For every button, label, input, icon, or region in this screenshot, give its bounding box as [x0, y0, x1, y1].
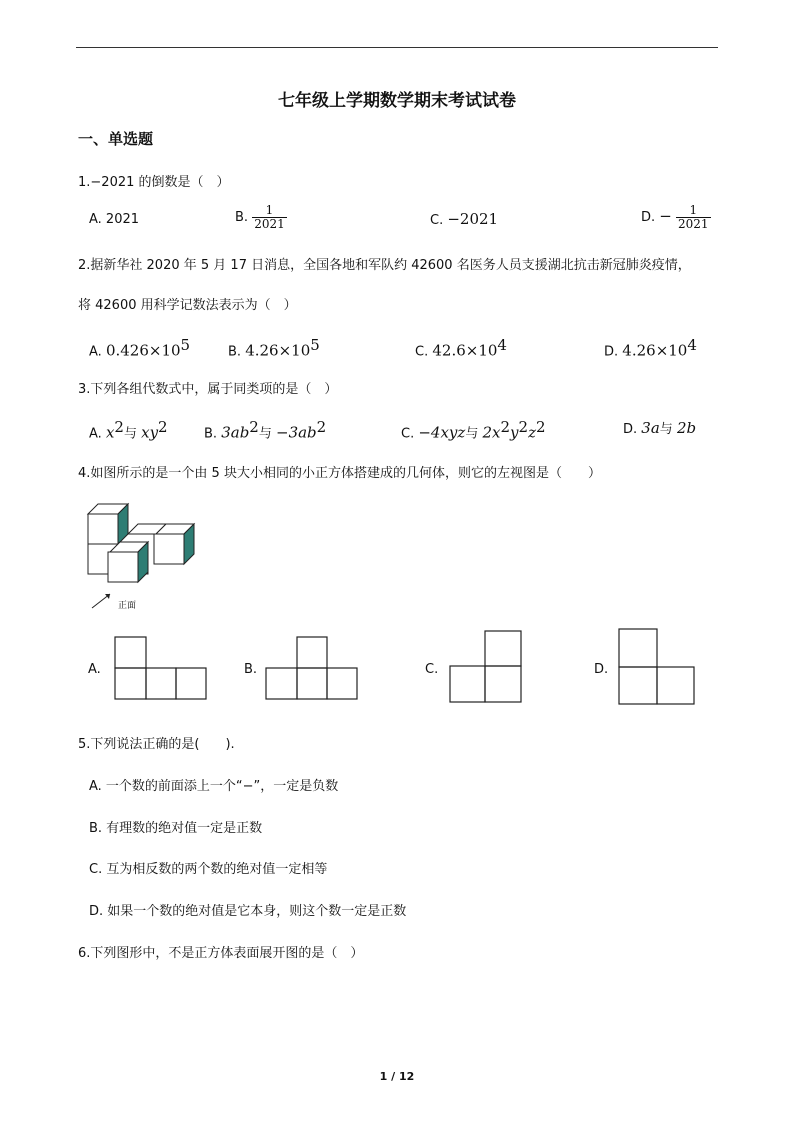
q5-option-a[interactable]: A. 一个数的前面添上一个“−”，一定是负数	[89, 779, 339, 794]
q2-option-c-base: 42.6×10	[432, 341, 498, 360]
q4-option-c-label[interactable]: C.	[425, 662, 439, 677]
cube-front-face	[108, 552, 138, 582]
exponent: 2	[114, 418, 124, 436]
q5-option-c[interactable]: C. 互为相反数的两个数的绝对值一定相等	[89, 862, 328, 877]
fraction-denominator: 2021	[254, 217, 285, 231]
term: x	[105, 423, 115, 442]
q2-option-b-base: 4.26×10	[245, 341, 311, 360]
q1-option-c[interactable]	[430, 210, 498, 228]
q1-option-d-sign: −	[659, 207, 672, 225]
term: z	[528, 423, 536, 442]
exponent: 2	[249, 418, 259, 436]
question-1-stem: 1.−2021 的倒数是（ ）	[78, 175, 230, 190]
q2-option-d-exponent: 4	[687, 336, 697, 354]
exponent: 2	[518, 418, 529, 436]
connector: 与	[258, 426, 272, 442]
cube-front-face	[154, 534, 184, 564]
question-2-stem-line-2: 将 42600 用科学记数法表示为（ ）	[78, 298, 297, 313]
q5-option-b[interactable]: B. 有理数的绝对值一定是正数	[89, 821, 263, 836]
q2-option-c-label: C.	[415, 344, 429, 360]
term: 3a	[641, 419, 660, 437]
q3-option-d[interactable]	[623, 418, 696, 437]
connector: 与	[659, 422, 673, 437]
arrow-head-icon	[105, 594, 110, 599]
connector: 与	[465, 426, 479, 442]
q1-option-c-label: C.	[430, 213, 444, 228]
page-number: 1 / 12	[379, 1070, 415, 1083]
q2-option-d[interactable]	[604, 336, 697, 359]
term: xy	[141, 423, 159, 442]
q2-option-b[interactable]	[228, 336, 320, 359]
exponent: 2	[500, 418, 511, 436]
q3-option-b-label: B.	[204, 426, 218, 442]
q4-option-b-figure[interactable]	[265, 636, 359, 700]
q1-option-d-fraction	[676, 204, 711, 231]
q4-option-a-figure[interactable]	[114, 636, 208, 700]
term: y	[510, 423, 519, 442]
q2-option-d-label: D.	[604, 344, 619, 360]
q3-option-d-label: D.	[623, 422, 638, 437]
front-view-label: 正面	[118, 601, 137, 611]
q4-option-c-figure[interactable]	[449, 630, 523, 704]
question-5-stem: 5.下列说法正确的是( ).	[78, 737, 235, 752]
q4-option-d-label[interactable]: D.	[594, 662, 609, 677]
q2-option-b-label: B.	[228, 344, 242, 360]
term: 3ab	[221, 423, 250, 442]
page-title: 七年级上学期数学期末考试试卷	[278, 91, 516, 111]
q3-option-a-label: A.	[89, 426, 102, 442]
q1-option-d[interactable]	[641, 204, 711, 231]
header-rule	[76, 47, 718, 48]
q2-option-c-exponent: 4	[497, 336, 507, 354]
q1-option-b-fraction	[252, 204, 287, 231]
term: 2x	[482, 423, 501, 442]
q2-option-a-base: 0.426×10	[105, 341, 181, 360]
q2-option-b-exponent: 5	[310, 336, 320, 354]
term: −4xyz	[418, 423, 466, 442]
fraction-denominator: 2021	[678, 217, 709, 231]
q3-option-c[interactable]	[401, 418, 546, 441]
q2-option-a[interactable]	[89, 336, 190, 359]
section-heading: 一、单选题	[78, 130, 154, 148]
connector: 与	[123, 426, 137, 442]
question-3-stem: 3.下列各组代数式中，属于同类项的是（ ）	[78, 382, 338, 397]
exponent: 2	[158, 418, 168, 436]
q2-option-c[interactable]	[415, 336, 507, 359]
term: −3ab	[276, 423, 317, 442]
cube-stack-figure	[80, 496, 200, 614]
q4-option-a-label[interactable]: A.	[88, 662, 101, 677]
question-4-stem: 4.如图所示的是一个由 5 块大小相同的小正方体搭建成的几何体，则它的左视图是（ ）	[78, 466, 601, 481]
exponent: 2	[316, 418, 327, 436]
q3-option-b[interactable]	[204, 418, 326, 441]
q1-option-d-label: D.	[641, 210, 656, 225]
q1-option-a[interactable]: A. 2021	[89, 212, 140, 227]
cube-front-face	[88, 514, 118, 544]
q4-option-d-figure[interactable]	[618, 628, 696, 706]
q2-option-d-base: 4.26×10	[622, 341, 688, 360]
q3-option-c-label: C.	[401, 426, 415, 442]
q5-option-d[interactable]: D. 如果一个数的绝对值是它本身，则这个数一定是正数	[89, 904, 407, 919]
question-2-stem-line-1: 2.据新华社 2020 年 5 月 17 日消息，全国各地和军队约 42600 名医务人员支援湖北抗击新冠肺炎疫情，	[78, 258, 691, 273]
q2-option-a-exponent: 5	[180, 336, 191, 354]
q1-option-c-value: −2021	[447, 210, 499, 228]
q3-option-a[interactable]	[89, 418, 168, 441]
fraction-numerator: 1	[689, 203, 698, 217]
term: 2b	[676, 419, 697, 437]
q1-option-b[interactable]	[235, 204, 287, 231]
q1-option-b-label: B.	[235, 210, 249, 225]
exponent: 2	[535, 418, 546, 436]
q4-option-b-label[interactable]: B.	[244, 662, 258, 677]
fraction-numerator: 1	[265, 203, 274, 217]
question-6-stem: 6.下列图形中，不是正方体表面展开图的是（ ）	[78, 946, 364, 961]
q2-option-a-label: A.	[89, 344, 102, 360]
